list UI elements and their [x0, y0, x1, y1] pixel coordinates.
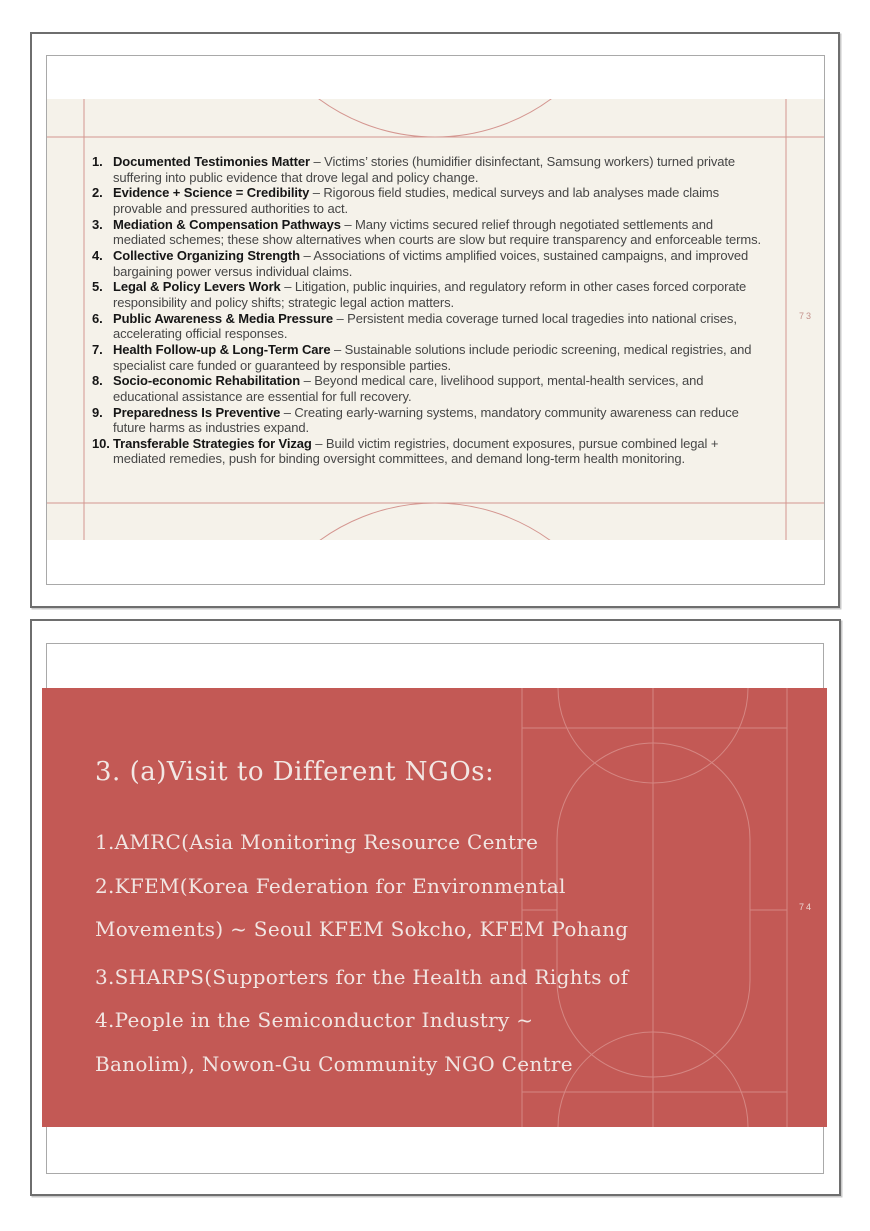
item-text	[113, 342, 762, 373]
list-item	[92, 405, 762, 436]
slide1-page-number: 73	[798, 311, 813, 321]
ngo-list	[95, 821, 628, 1086]
slide2-page-number: 74	[798, 902, 813, 912]
item-text	[113, 311, 762, 342]
item-title: Legal & Policy Levers Work	[113, 279, 281, 295]
ngo-line: Movements) ~ Seoul KFEM Sokcho, KFEM Pohang	[95, 917, 629, 941]
item-title: Mediation & Compensation Pathways	[113, 216, 341, 232]
item-number: 1.	[92, 154, 103, 169]
item-number: 5.	[92, 279, 103, 295]
list-item	[92, 154, 762, 185]
ngo-line: 4.People in the Semiconductor Industry ~	[95, 1008, 534, 1032]
list-item	[92, 311, 762, 342]
slide1-bottom-arc	[239, 503, 631, 540]
item-desc: – Beyond medical care, livelihood support, mental-health services, and educational assistance are essential for full recovery.	[113, 373, 704, 404]
item-text	[113, 405, 762, 436]
item-text	[113, 217, 762, 248]
item-desc: – Many victims secured relief through negotiated settlements and mediated schemes; these show alternatives when courts are slow but require transparency and enforceable terms.	[113, 216, 762, 248]
item-text	[113, 154, 762, 185]
takeaways-list	[92, 154, 762, 467]
ngo-line: Banolim), Nowon-Gu Community NGO Centre	[95, 1051, 573, 1076]
item-desc: – Litigation, public inquiries, and regulatory reform in other cases forced corporate responsibility and policy shifts; strategic legal action matters.	[113, 279, 747, 310]
item-number: 4.	[92, 247, 103, 263]
item-title: Preparedness Is Preventive	[113, 404, 281, 420]
item-desc: – Victims’ stories (humidifier disinfectant, Samsung workers) turned private suffering into public evidence that drove legal and policy change.	[113, 154, 736, 185]
list-item	[92, 279, 762, 310]
slide2-title: 3. (a)Visit to Different NGOs:	[95, 757, 495, 787]
list-item	[92, 185, 762, 216]
list-item	[92, 248, 762, 279]
item-number: 9.	[92, 404, 103, 420]
item-number: 7.	[92, 341, 103, 357]
item-title: Collective Organizing Strength	[113, 247, 300, 263]
item-desc: – Sustainable solutions include periodic screening, medical registries, and specialist care funded or guaranteed by responsible parties.	[113, 341, 752, 373]
list-item	[92, 436, 762, 467]
item-number: 10.	[92, 435, 110, 451]
ngo-line: 2.KFEM(Korea Federation for Environmental	[95, 873, 566, 898]
item-title: Evidence + Science = Credibility	[113, 185, 310, 201]
item-desc: – Rigorous field studies, medical surveys and lab analyses made claims provable and pressured authorities to act.	[113, 185, 720, 216]
item-text	[113, 373, 762, 404]
item-title: Documented Testimonies Matter	[113, 154, 310, 169]
item-text	[113, 185, 762, 216]
item-title: Transferable Strategies for Vizag	[113, 435, 312, 451]
list-item	[92, 342, 762, 373]
item-title: Public Awareness & Media Pressure	[113, 310, 333, 326]
slide1-top-arc	[239, 99, 631, 137]
list-item	[92, 217, 762, 248]
item-desc: – Build victim registries, document exposures, pursue combined legal + mediated remedies, push for binding oversight committees, and demand long-term health monitoring.	[113, 435, 719, 467]
list-item	[92, 373, 762, 404]
item-title: Health Follow-up & Long-Term Care	[113, 341, 331, 357]
item-text	[113, 436, 762, 467]
item-desc: – Persistent media coverage turned local tragedies into national crises, accelerating official responses.	[113, 310, 737, 342]
ngo-line: 1.AMRC(Asia Monitoring Resource Centre	[95, 830, 539, 854]
item-number: 2.	[92, 185, 103, 201]
item-text	[113, 279, 762, 310]
item-title: Socio-economic Rehabilitation	[113, 373, 301, 389]
item-text	[113, 248, 762, 279]
item-desc: – Creating early-warning systems, mandatory community awareness can reduce future harms as industries expand.	[113, 404, 739, 436]
ngo-line: 3.SHARPS(Supporters for the Health and Rights of	[95, 964, 629, 989]
item-desc: – Associations of victims amplified voices, sustained campaigns, and improved bargaining power versus individual claims.	[113, 247, 749, 279]
item-number: 8.	[92, 373, 103, 389]
item-number: 3.	[92, 216, 103, 232]
item-number: 6.	[92, 310, 103, 326]
